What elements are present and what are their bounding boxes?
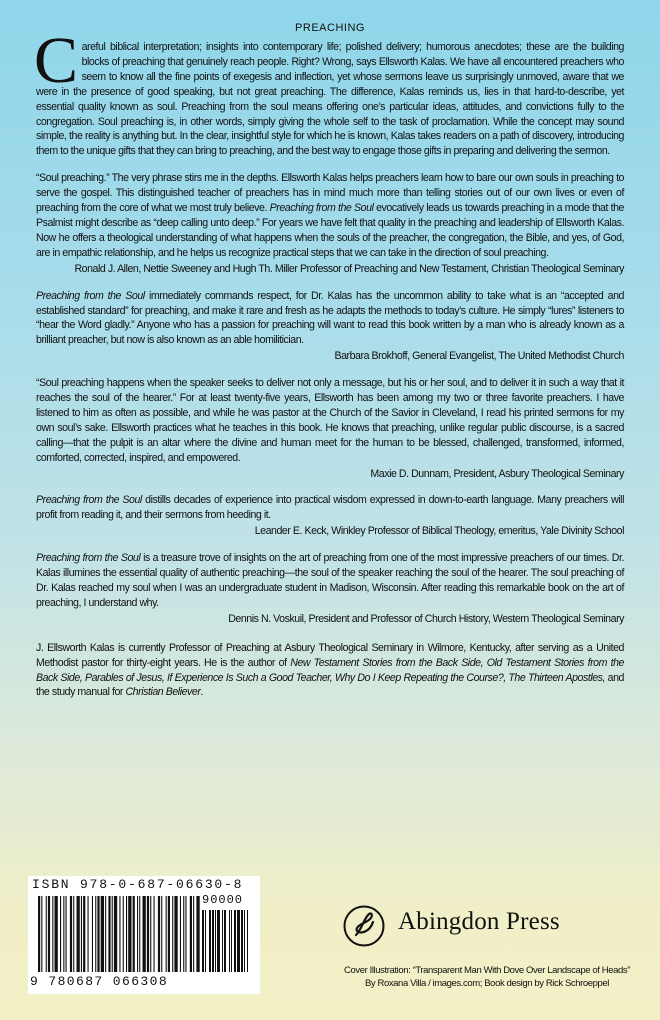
barcode-bar (114, 896, 117, 972)
barcode-bar (190, 896, 192, 972)
barcode-bar (95, 896, 96, 972)
blurb-text: “Soul preaching happens when the speaker seeks to deliver not only a message, but his or her soul, and to deliver it in such a way that it reaches the soul of the hearer.” For at least twenty-five years, Ellsworth has been among my two or three favorite preachers. I have listened to him as often as possible, and while he was pastor at the Church of the Savior in Cleveland, I read his printed sermons for my own soul’s sake. Ellsworth practices what he teaches in this book. He knows that preaching, unlike regular public discourse, is a sacred calling—that the pulpit is an altar where the divine and human meet for the human to be blessed, challenged, transformed, informed, comforted, corrected, inspired, and empowered. (36, 377, 624, 464)
barcode-bar (133, 896, 135, 972)
barcode-bar (66, 896, 67, 972)
barcode-bar (38, 896, 40, 972)
barcode-bar (172, 896, 173, 972)
barcode-bar (92, 896, 93, 972)
drop-cap: C (34, 24, 78, 97)
barcode-bar (247, 910, 248, 972)
barcode-bar (48, 896, 50, 972)
barcode-bar (147, 896, 149, 972)
blurb-keck (36, 493, 624, 539)
barcode-bar (105, 896, 106, 972)
barcode-bar (119, 896, 120, 972)
barcode-bar (55, 896, 58, 972)
price-code: 90000 (202, 893, 244, 907)
barcode-bar (209, 910, 211, 972)
barcode-bar (60, 896, 61, 972)
book-title: Preaching from the Soul (269, 202, 374, 215)
book-title: Christian Believer (125, 686, 201, 699)
blurb-text: Preaching from the Soul distills decades of experience into practical wisdom expressed in down-to-earth language. Many preachers will profit from reading it, and their sermons from heeding it. (36, 494, 624, 522)
barcode-bar (202, 910, 204, 972)
barcode-bar (224, 910, 226, 972)
barcode-bar (185, 896, 186, 972)
barcode-bar (88, 896, 89, 972)
barcode-bar (166, 896, 167, 972)
isbn-label: ISBN 978-0-687-06630-8 (32, 877, 244, 892)
barcode-bar (112, 896, 113, 972)
author-bio: J. Ellsworth Kalas is currently Professor of Preaching at Asbury Theological Seminary in Wilmore, Kentucky, after serving as a United Methodist pastor for thirty-eight years. He is the author of New Testament Stories from the Back Side, Old Testament Stories from the Back Side, Parables of Jesus, If Experience Is Such a Good Teacher, Why Do I Keep Repeating the Course?, The Thirteen Apostles, and the study manual for Christian Believer. (36, 641, 624, 699)
barcode-bar (180, 896, 181, 972)
barcode-bar (217, 910, 220, 972)
barcode-bar (128, 896, 131, 972)
barcode-bar (196, 896, 199, 972)
category-label: PREACHING (295, 22, 365, 34)
blurb-dunnam (36, 376, 624, 481)
barcode-bar (205, 910, 206, 972)
barcode-bar (139, 896, 140, 972)
blurb-brokhoff (36, 289, 624, 365)
blurb-attribution: Ronald J. Allen, Nettie Sweeney and Hugh Th. Miller Professor of Preaching and New Testament, Christian Theological Seminary (74, 262, 624, 275)
barcode-bar (193, 896, 194, 972)
barcode-bar (81, 896, 82, 972)
ean-digits: 9 780687 066308 (30, 974, 169, 989)
barcode-bar (52, 896, 53, 972)
barcode-bars (38, 896, 252, 974)
barcode-bar (46, 896, 47, 972)
book-title: Preaching from the Soul (36, 494, 142, 507)
barcode-bar (97, 896, 99, 972)
barcode-bar (73, 896, 74, 972)
barcode-bar (108, 896, 110, 972)
barcode-bar (234, 910, 236, 972)
barcode-bar (77, 896, 80, 972)
intro-text: areful biblical interpretation; insights into contemporary life; polished delivery; humorous anecdotes; these are the building blocks of preaching that genuinely reach people. Right? Wrong, says Ellsworth Kalas. We have all encountered preachers who seem to know all the fine points of exegesis and inflection, yet whose sermons leave us surprisingly unmoved, aware that we were in the presence of good speaking, but not great preaching. The difference, Kalas reminds us, lies in that hard-to-describe, yet essential quality known as soul. Preaching from the soul means offering one’s particular ideas, attitudes, and convictions fully to the congregation. Soul preaching is, in other words, simply giving the whole self to the task of proclamation. While the concept may sound simple, the reality is anything but. In the clear, insightful style for which he is known, Kalas takes readers on a path of discovery, introducing them to the unique gifts that they can bring to preaching, and the best way to engage those gifts in preparing and delivering the sermon. (36, 41, 624, 158)
blurb-attribution: Leander E. Keck, Winkley Professor of Biblical Theology, emeritus, Yale Divinity School (254, 525, 624, 538)
barcode-bar (222, 910, 223, 972)
intro-paragraph (34, 24, 624, 159)
publisher-name: Abingdon Press (398, 908, 560, 935)
barcode-bar (212, 910, 214, 972)
blurb-text: “Soul preaching.” The very phrase stirs me in the depths. Ellsworth Kalas helps preachers learn how to bare our own souls in preaching to serve the gospel. This distinguished teacher of preachers has in mind much more than telling stories out of our own lives or even of preaching from the core of what we most truly believe. Preaching from the Soul evocatively leads us towards preaching in a mode that the Psalmist might describe as “deep calling unto deep.” For years we have felt that quality in the preaching and leadership of Ellsworth Kalas. Now he offers a theological understanding of what happens when the souls of the preacher, the congregation, the Bible, and yes, of God, are in empathic relationship, and he helps us recognize practical steps that we can take in the direction of soul preaching. (36, 172, 624, 259)
barcode-bar (70, 896, 72, 972)
barcode-bar (101, 896, 104, 972)
book-list: New Testament Stories from the Back Side, Old Testament Stories from the Back Side, Parables of Jesus, If Experience Is Such a Good Teacher, Why Do I Keep Repeating the Course?, The Thirteen Apostles, (36, 656, 624, 684)
credit-line: By Roxana Villa / images.com; Book design by Rick Schroeppel (364, 978, 610, 989)
barcode-bar (143, 896, 146, 972)
barcode-bar (183, 896, 184, 972)
barcode-bar (161, 896, 162, 972)
blurb-text: Preaching from the Soul immediately commands respect, for Dr. Kalas has the uncommon ability to take what is an “accepted and established standard” for preaching, and make it rare and fresh as he adapts the methods to today’s culture. He simply “lures” listeners to “hear the Word gladly.” Anyone who has a passion for preaching will want to read this book written by a man who is already known as a brilliant preacher, but now is also known as an able homilitician. (36, 289, 624, 347)
blurb-allen (36, 171, 624, 276)
publisher-logo-block (342, 904, 632, 950)
barcode-bar (126, 896, 127, 972)
blurb-text: Preaching from the Soul is a treasure trove of insights on the art of preaching from one of the most impressive preachers of our times. Dr. Kalas illumines the essential quality of authentic preaching—the soul of the speaker reaching the soul of the hearer. The soul preaching of Dr. Kalas reached my soul when I was an undergraduate student in Madison, Wisconsin. After reading this remarkable book on the art of preaching, I understand why. (36, 552, 624, 609)
barcode-bar (41, 896, 42, 972)
barcode-bar (83, 896, 85, 972)
barcode-bar (158, 896, 160, 972)
blurb-attribution: Dennis N. Voskuil, President and Professor of Church History, Western Theological Seminary (228, 612, 624, 625)
barcode-bar (168, 896, 170, 972)
credit-line: Cover Illustration: “Transparent Man With Dove Over Landscape of Heads” (344, 965, 630, 976)
barcode-bar (231, 910, 232, 972)
back-cover-text (34, 24, 624, 700)
blurb-attribution: Maxie D. Dunnam, President, Asbury Theological Seminary (370, 467, 624, 480)
barcode-bar (244, 910, 245, 972)
barcode-bar (150, 896, 151, 972)
barcode-bar (241, 910, 243, 972)
blurb-attribution: Barbara Brokhoff, General Evangelist, The United Methodist Church (334, 350, 624, 363)
barcode-bar (63, 896, 64, 972)
barcode-bar (174, 896, 177, 972)
abingdon-logo-icon (342, 904, 386, 948)
barcode-bar (123, 896, 124, 972)
barcode-bar (154, 896, 155, 972)
book-title: Preaching from the Soul (36, 289, 145, 302)
barcode-bar (215, 910, 216, 972)
barcode-bar (137, 896, 138, 972)
barcode-bar (237, 910, 240, 972)
cover-credits (340, 964, 634, 990)
book-title: Preaching from the Soul (36, 552, 141, 565)
barcode-bar (229, 910, 230, 972)
blurb-voskuil (36, 551, 624, 627)
